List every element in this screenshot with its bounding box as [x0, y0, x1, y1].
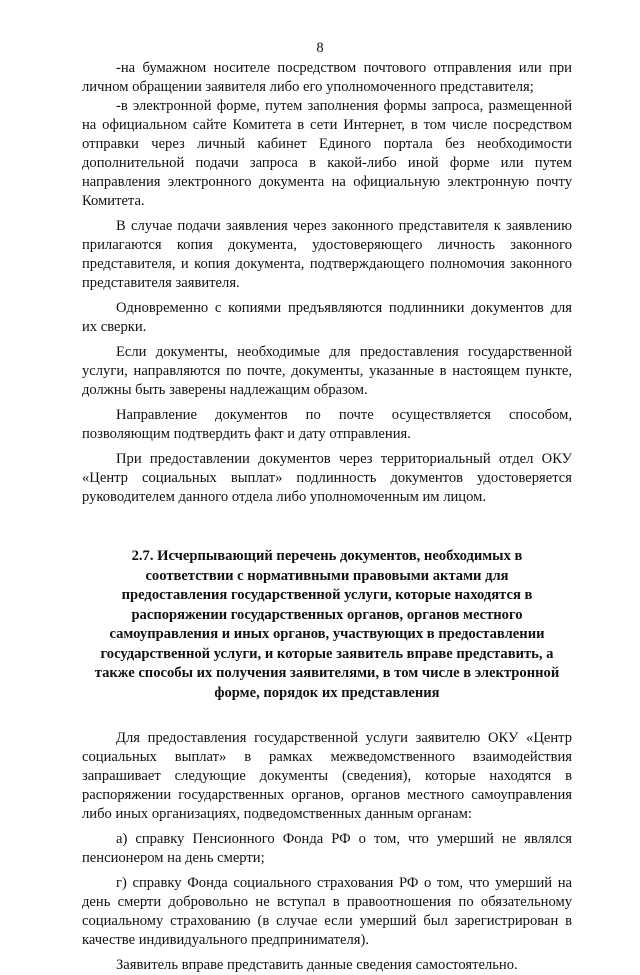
- paragraph-postal-method: Направление документов по почте осуществляется способом, позволяющим подтвердить факт и дату отправления.: [82, 407, 572, 442]
- paragraph-legal-representative: В случае подачи заявления через законного представителя к заявлению прилагаются копия документа, удостоверяющего личность законного представителя, и копия документа, подтверждающего полномочия законного представителя заявителя.: [82, 218, 572, 291]
- paragraph-originals: Одновременно с копиями предъявляются подлинники документов для их сверки.: [82, 300, 572, 335]
- paragraph-territorial-office: При предоставлении документов через территориальный отдел ОКУ «Центр социальных выплат» подлинность документов удостоверяется руководителем данного отдела либо уполномоченным им лицом.: [82, 451, 572, 505]
- paragraph-applicant-right: Заявитель вправе представить данные сведения самостоятельно.: [116, 957, 518, 973]
- section-heading: 2.7. Исчерпывающий перечень документов, необходимых в соответствии с нормативными правовыми актами для предоставления государственной услуги, которые находятся в распоряжении государственных органов, органов местного самоуправления и иных органов, участвующих в предоставлении государственной услуги, и которые заявитель вправе представить, а также способы их получения заявителями, в том числе в электронной форме, порядок их представления: [94, 548, 560, 701]
- paragraph-paper-submission: -на бумажном носителе посредством почтового отправления или при личном обращении заявителя либо его уполномоченного представителя;: [82, 60, 572, 95]
- paragraph-postal-documents: Если документы, необходимые для предоставления государственной услуги, направляются по почте, документы, указанные в настоящем пункте, должны быть заверены надлежащим образом.: [82, 344, 572, 398]
- paragraph-electronic-submission: -в электронной форме, путем заполнения формы запроса, размещенной на официальном сайте Комитета в сети Интернет, в том числе посредством отправки через личный кабинет Единого портала без необходимости дополнительной подачи запроса в какой-либо иной форме или путем направления электронного документа на официальную электронную почту Комитета.: [82, 98, 572, 209]
- list-item-pension-fund: а) справку Пенсионного Фонда РФ о том, что умерший не являлся пенсионером на день смерти;: [82, 831, 572, 866]
- document-body: [82, 59, 572, 975]
- list-item-social-insurance: г) справку Фонда социального страхования РФ о том, что умерший на день смерти добровольно не вступал в правоотношения по обязательному социальному страхованию (в случае если умерший был зарегистрирован в качестве индивидуального предпринимателя).: [82, 875, 572, 948]
- page-number: 8: [316, 40, 324, 56]
- paragraph-interagency-request: Для предоставления государственной услуги заявителю ОКУ «Центр социальных выплат» в рамках межведомственного взаимодействия запрашивает следующие документы (сведения), которые находятся в распоряжении государственных органов, органов местного самоуправления либо иных организациях, подведомственных данным органам:: [82, 730, 572, 822]
